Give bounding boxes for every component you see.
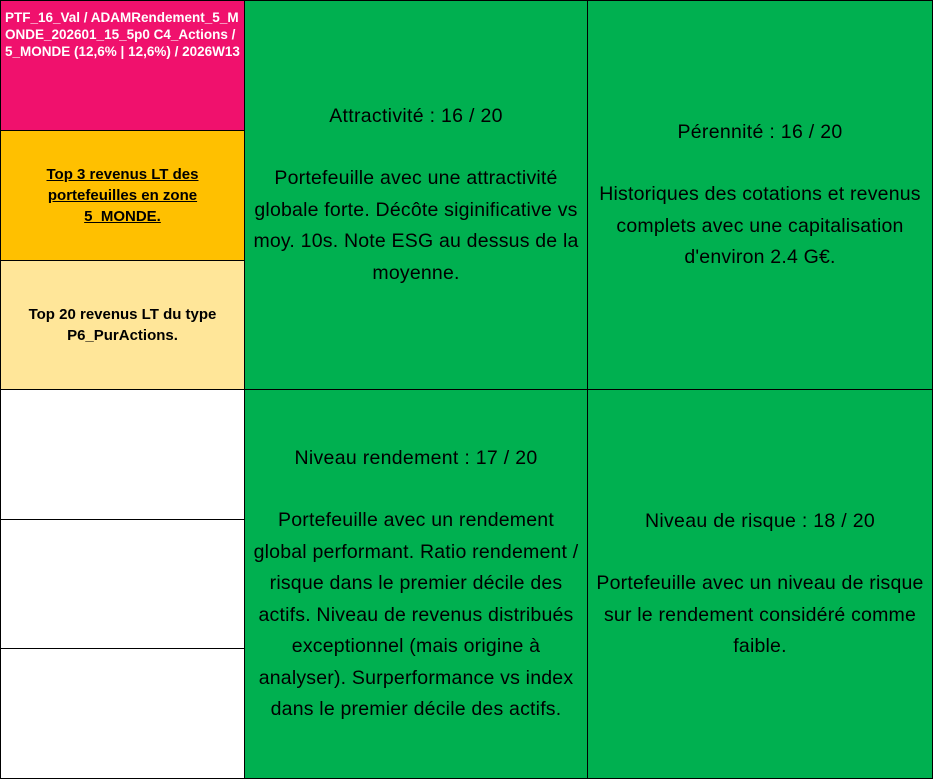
rendement-body: Portefeuille avec un rendement global performant. Ratio rendement / risque dans le premier décile des actifs. Niveau de revenus distribués exceptionnel (mais origine à analyser). Surperformance vs index dans le premier décile des actifs. [253, 509, 579, 720]
portfolio-title: PTF_16_Val / ADAMRendement_5_MONDE_202601_15_5p0 C4_Actions / 5_MONDE (12,6% | 12,6%) / 2026W13 [5, 10, 240, 59]
empty-cell-2 [0, 519, 245, 649]
perennite-card [587, 0, 933, 390]
attractivite-card [244, 0, 588, 390]
rendement-heading: Niveau rendement : 17 / 20 [294, 446, 538, 469]
rendement-card [244, 389, 588, 779]
top3-cell [0, 130, 245, 261]
empty-cell-1 [0, 389, 245, 520]
top3-revenus-link[interactable]: Top 3 revenus LT des portefeuilles en zone 5_MONDE. [46, 166, 199, 225]
top20-revenus-label: Top 20 revenus LT du type P6_PurActions. [28, 306, 217, 344]
perennite-body: Historiques des cotations et revenus complets avec une capitalisation d'environ 2.4 G€. [599, 183, 921, 268]
top20-cell [0, 260, 245, 390]
attractivite-body: Portefeuille avec une attractivité globale forte. Décôte siginificative vs moy. 10s. Note ESG au dessus de la moyenne. [253, 167, 579, 284]
portfolio-title-cell [0, 0, 245, 131]
empty-cell-3 [0, 648, 245, 779]
risque-heading: Niveau de risque : 18 / 20 [644, 509, 876, 532]
attractivite-heading: Attractivité : 16 / 20 [329, 104, 503, 127]
risque-card [587, 389, 933, 779]
perennite-heading: Pérennité : 16 / 20 [677, 120, 843, 143]
risque-body: Portefeuille avec un niveau de risque sur le rendement considéré comme faible. [596, 572, 924, 657]
